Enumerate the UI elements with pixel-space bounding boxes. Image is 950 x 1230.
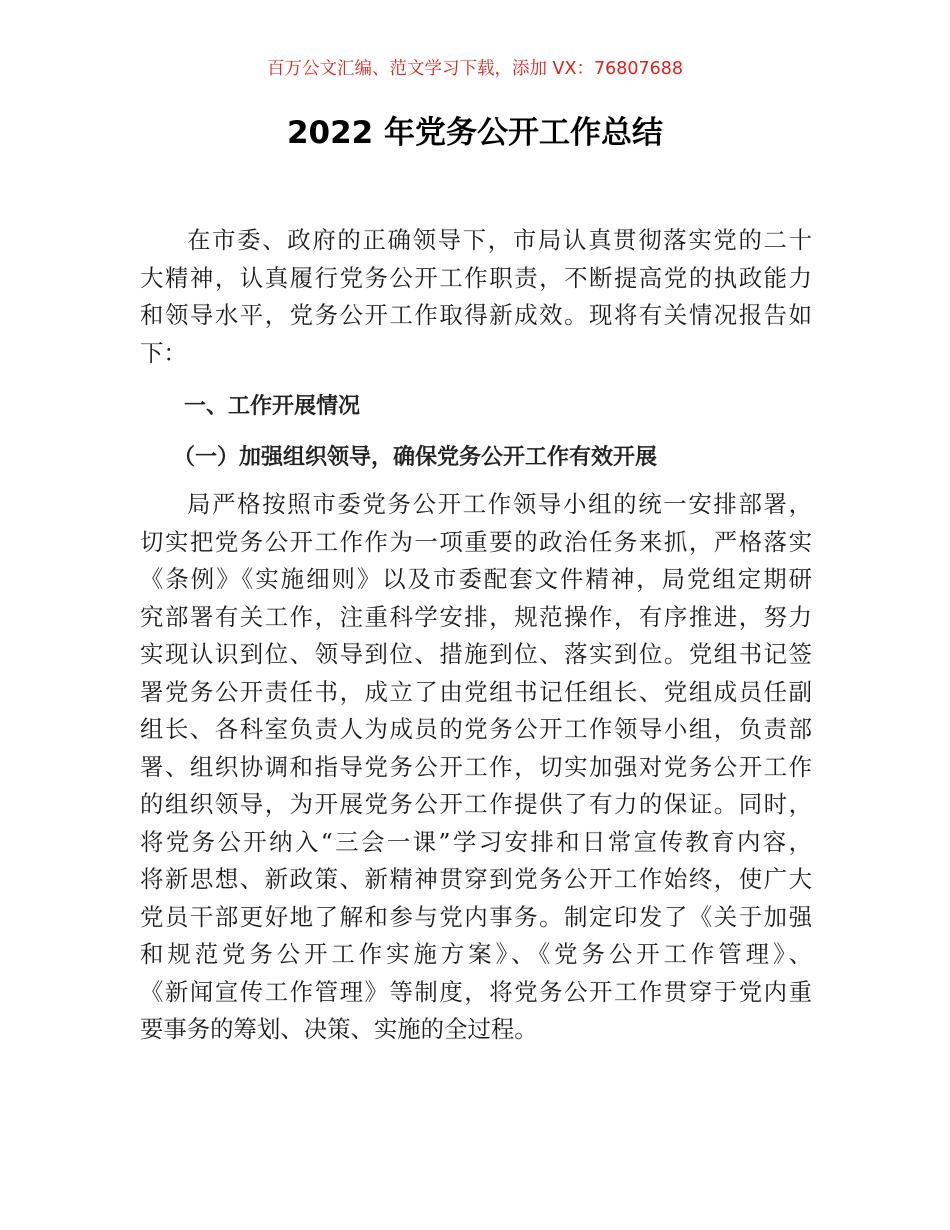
text-line: 和领导水平，党务公开工作取得新成效。现将有关情况报告如	[140, 301, 812, 329]
text-line: 署、组织协调和指导党务公开工作，切实加强对党务公开工作	[140, 752, 812, 781]
text-line: 实现认识到位、领导到位、措施到位、落实到位。党组书记签	[140, 640, 812, 668]
document-title: 2022 年党务公开工作总结	[286, 115, 664, 151]
text-line: 将党务公开纳入“三会一课”学习安排和日常宣传教育内容，	[140, 827, 812, 856]
text-line: 究部署有关工作，注重科学安排，规范操作，有序推进，努力	[140, 602, 812, 631]
body-paragraph	[140, 486, 812, 1049]
text-line: 党员干部更好地了解和参与党内事务。制定印发了《关于加强	[140, 902, 812, 931]
text-line: 大精神，认真履行党务公开工作职责，不断提高党的执政能力	[140, 263, 812, 292]
document-body	[140, 222, 812, 1049]
text-line: 组长、各科室负责人为成员的党务公开工作领导小组，负责部	[140, 715, 812, 743]
section-heading: 一、工作开展情况	[184, 394, 361, 419]
text-line: 和规范党务公开工作实施方案》、《党务公开工作管理》、	[140, 940, 812, 968]
text-line: 在市委、政府的正确领导下，市局认真贯彻落实党的二十	[187, 226, 812, 254]
intro-paragraph	[140, 222, 812, 372]
text-line: 的组织领导，为开展党务公开工作提供了有力的保证。同时，	[140, 790, 812, 818]
text-line: 切实把党务公开工作作为一项重要的政治任务来抓，严格落实	[140, 527, 812, 556]
text-line: 下：	[140, 338, 187, 367]
subsection-heading: （一）加强组织领导，确保党务公开工作有效开展	[173, 445, 658, 470]
text-line: 《条例》《实施细则》以及市委配套文件精神，局党组定期研	[140, 565, 812, 593]
text-line: 《新闻宣传工作管理》等制度，将党务公开工作贯穿于党内重	[140, 977, 812, 1006]
text-line: 局严格按照市委党务公开工作领导小组的统一安排部署，	[187, 490, 812, 518]
watermark-banner: 百万公文汇编、范文学习下载，添加 VX：76807688	[266, 59, 684, 79]
text-line: 要事务的筹划、决策、实施的全过程。	[140, 1015, 538, 1043]
text-line: 署党务公开责任书，成立了由党组书记任组长、党组成员任副	[140, 677, 812, 706]
text-line: 将新思想、新政策、新精神贯穿到党务公开工作始终，使广大	[140, 865, 812, 893]
